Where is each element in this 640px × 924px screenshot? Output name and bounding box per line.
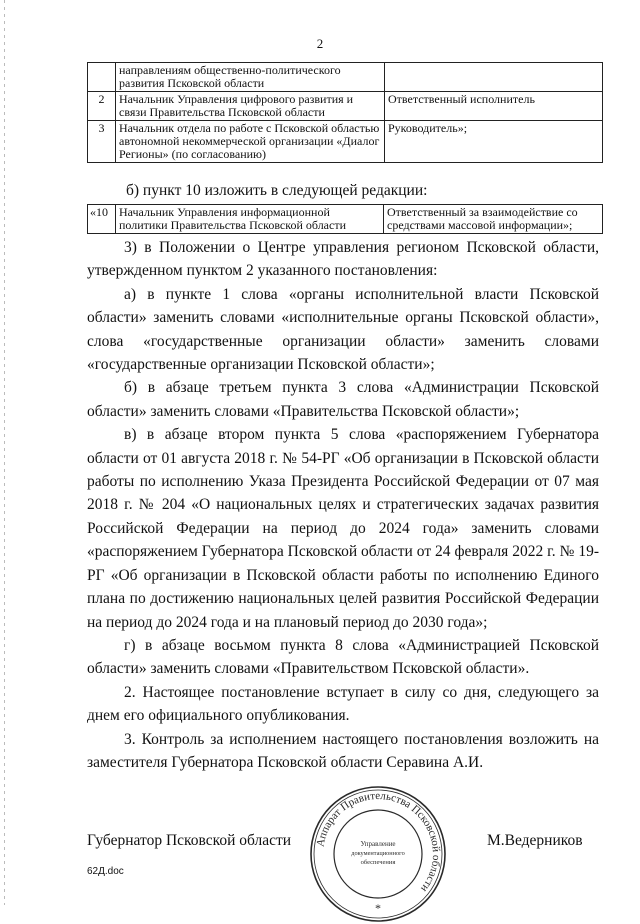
stamp-center-line3: обеспечения (360, 859, 396, 866)
row-number (88, 63, 116, 92)
table-row (88, 121, 603, 163)
official-stamp (308, 784, 448, 924)
row-position: Начальник отдела по работе с Псковской областью автономной некоммерческой организации «Диалог Регионы» (по согласованию) (116, 121, 385, 163)
row-role: Ответственный исполнитель (385, 92, 603, 121)
responsibles-table-continued (87, 62, 603, 163)
stamp-ring-text: Аппарат Правительства Псковской области (314, 789, 443, 895)
paragraph-2: 2. Настоящее постановление вступает в силу со дня, следующего за днем его официального опубликования. (87, 683, 599, 725)
paragraph-3b: б) в абзаце третьем пункта 3 слова «Администрации Псковской области» заменить словами «Правительства Псковской области»; (87, 379, 599, 420)
row-role: Руководитель»; (385, 121, 603, 163)
page-number: 2 (316, 36, 324, 51)
point10-table (87, 204, 603, 234)
stamp-center-line2: документационного (351, 850, 405, 857)
paragraph-3v: в) в абзаце втором пункта 5 слова «распоряжением Губернатора области от 01 августа 2018 г. № 54-РГ «Об организации в Псковской области работы по исполнению Указа Президента Российской Федерации от 07 мая 2018 г. № 204 «О национальных целях и стратегических задачах развития Российской Федерации на период до 2024 года» заменить словами «распоряжением Губернатора Псковской области от 24 февраля 2022 г. № 19-РГ «Об организации в Псковской области работы по исполнению Единого плана по достижению национальных целей развития Российской Федерации на период до 2024 года и на плановый период до 2030 года»; (87, 426, 599, 631)
item-b-point10-heading: б) пункт 10 изложить в следующей редакции: (126, 182, 428, 199)
signature-title: Губернатор Псковской области (87, 832, 292, 849)
paragraph-control: 3. Контроль за исполнением настоящего постановления возложить на заместителя Губернатора Псковской области Серавина А.И. (87, 730, 599, 771)
stamp-center-line1: Управление (360, 840, 396, 848)
row-number: 3 (88, 121, 116, 163)
signature-name: М.Ведерников (487, 832, 583, 849)
row-number: 2 (88, 92, 116, 121)
row-position: Начальник Управления информационной политики Правительства Псковской области (116, 205, 384, 234)
table-row (88, 92, 603, 121)
file-name: 62Д.doc (87, 866, 124, 877)
paragraph-3a: а) в пункте 1 слова «органы исполнительной власти Псковской области» заменить словами «исполнительные органы Псковской области», слова «государственные организации области» заменить словами «государственные организации Псковской области»; (87, 285, 599, 374)
row-number: «10 (88, 205, 116, 234)
row-position: направлениям общественно-политического развития Псковской области (116, 63, 385, 92)
paragraph-3: 3) в Положении о Центре управления регионом Псковской области, утвержденном пунктом 2 указанного постановления: (87, 239, 599, 280)
row-position: Начальник Управления цифрового развития и связи Правительства Псковской области (116, 92, 385, 121)
row-role (385, 63, 603, 92)
document-body (87, 236, 599, 774)
row-role: Ответственный за взаимодействие со средствами массовой информации»; (384, 205, 603, 234)
stamp-star-icon: * (375, 901, 381, 915)
scan-margin-line (4, 0, 5, 905)
table-row (88, 205, 603, 234)
table-row (88, 63, 603, 92)
paragraph-3g: г) в абзаце восьмом пункта 8 слова «Администрацией Псковской области» заменить словами «Правительством Псковской области». (87, 636, 599, 678)
